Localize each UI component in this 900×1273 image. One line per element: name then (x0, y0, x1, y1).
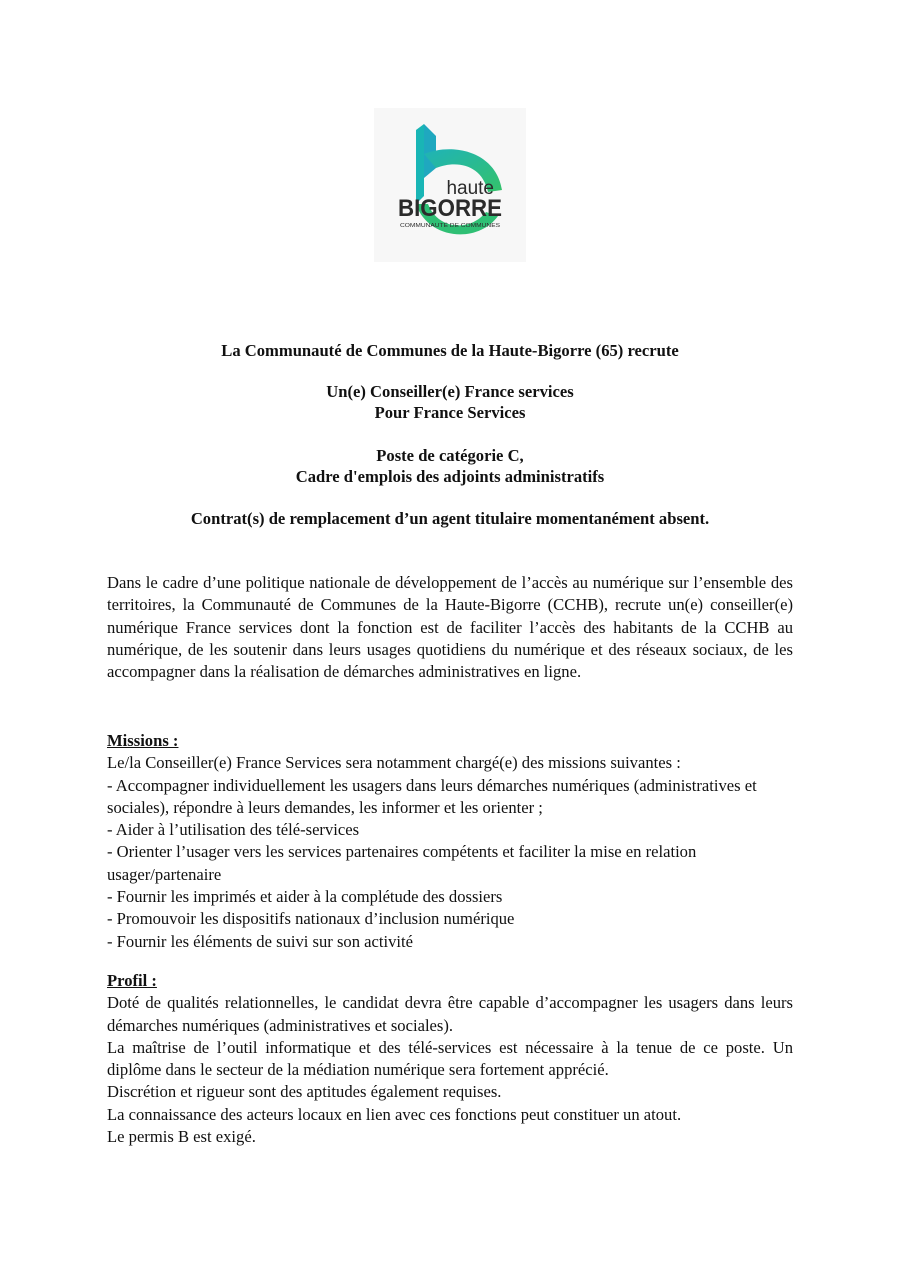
profil-line: La maîtrise de l’outil informatique et des télé-services est nécessaire à la tenue de ce poste. Un diplôme dans le secteur de la médiation numérique sera fortement apprécié. (107, 1037, 793, 1080)
job-service-line: Pour France Services (374, 403, 526, 422)
mission-item: - Promouvoir les dispositifs nationaux d’inclusion numérique (107, 909, 515, 929)
job-category-heading (100, 445, 800, 487)
job-title-heading (100, 381, 800, 423)
missions-title: Missions : (107, 731, 179, 750)
profil-line: Le permis B est exigé. (107, 1127, 256, 1147)
contract-heading (100, 508, 800, 529)
mission-item: - Orienter l’usager vers les services partenaires compétents et faciliter la mise en relation usager/partenaire (107, 842, 697, 884)
intro-paragraph: Dans le cadre d’une politique nationale de développement de l’accès au numérique sur l’ensemble des territoires, la Communauté de Communes de la Haute-Bigorre (CCHB), recrute un(e) conseiller(e) numérique France services dont la fonction est de faciliter l’accès des habitants de la CCHB au numérique, de les soutenir dans leurs usages quotidiens du numérique et des réseaux sociaux, de les accompagner dans la réalisation de démarches administratives en ligne. (107, 573, 793, 682)
job-category-line: Poste de catégorie C, (376, 446, 524, 465)
mission-item: - Fournir les imprimés et aider à la complétude des dossiers (107, 887, 503, 907)
intro-paragraph-block (107, 572, 793, 683)
logo-stem-shadow-shape (416, 124, 424, 204)
profil-section (107, 970, 793, 1148)
job-framework-line: Cadre d'emplois des adjoints administratifs (295, 467, 605, 486)
missions-section (107, 730, 793, 953)
profil-line: Doté de qualités relationnelles, le candidat devra être capable d’accompagner les usagers dans leurs démarches numériques (administratives et sociales). (107, 993, 793, 1035)
haute-bigorre-logo (374, 108, 526, 262)
mission-item: - Accompagner individuellement les usagers dans leurs démarches numériques (administratives et sociales), répondre à leurs demandes, les informer et les orienter ; (107, 775, 757, 817)
profil-line: Discrétion et rigueur sont des aptitudes également requises. (107, 1082, 502, 1102)
job-title-line: Un(e) Conseiller(e) France services (326, 382, 574, 401)
profil-line: La connaissance des acteurs locaux en lien avec ces fonctions peut constituer un atout. (107, 1104, 682, 1124)
logo-word-bigorre: BIGORRE (398, 195, 502, 222)
logo-word-haute: haute (446, 178, 494, 199)
logo-tagline: COMMUNAUTÉ DE COMMUNES (400, 223, 479, 229)
recruiter-line: La Communauté de Communes de la Haute-Bigorre (65) recrute (221, 341, 679, 360)
recruiter-heading (100, 340, 800, 361)
mission-item: - Fournir les éléments de suivi sur son activité (107, 931, 414, 951)
missions-lead: Le/la Conseiller(e) France Services sera notamment chargé(e) des missions suivantes : (107, 753, 681, 773)
profil-title: Profil : (107, 971, 157, 990)
logo-graphic (374, 108, 526, 262)
contract-line: Contrat(s) de remplacement d’un agent titulaire momentanément absent. (190, 509, 710, 528)
mission-item: - Aider à l’utilisation des télé-services (107, 820, 360, 840)
